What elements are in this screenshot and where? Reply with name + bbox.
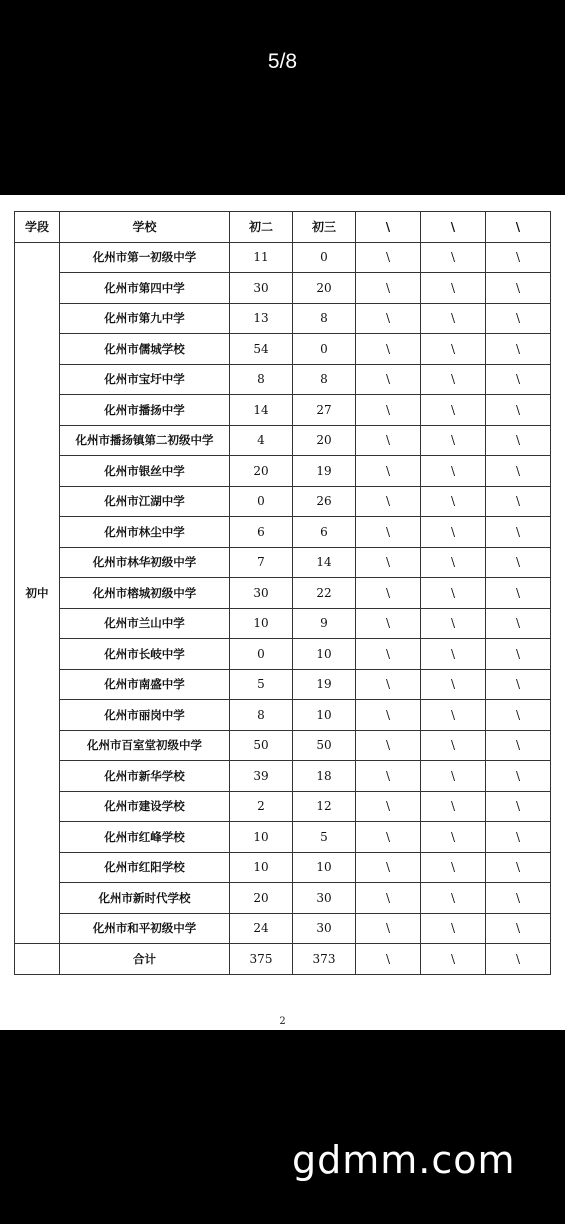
- table-row: [15, 700, 551, 731]
- grade3-count: 9: [293, 608, 356, 639]
- slash-cell: \: [356, 334, 421, 365]
- grade3-count: 20: [293, 273, 356, 304]
- grade2-count: 8: [230, 700, 293, 731]
- grade2-count: 20: [230, 883, 293, 914]
- school-name: 化州市新华学校: [60, 761, 230, 792]
- slash-cell: \: [421, 456, 486, 487]
- grade3-count: 8: [293, 364, 356, 395]
- slash-cell: \: [486, 425, 551, 456]
- table-row: [15, 669, 551, 700]
- grade2-count: 10: [230, 852, 293, 883]
- slash-cell: \: [421, 273, 486, 304]
- header-grade3: 初三: [293, 212, 356, 243]
- table-row: [15, 456, 551, 487]
- school-name: 化州市第一初级中学: [60, 242, 230, 273]
- grade3-count: 12: [293, 791, 356, 822]
- slash-cell: \: [356, 547, 421, 578]
- table-row: [15, 273, 551, 304]
- table-header-row: [15, 212, 551, 243]
- slash-cell: \: [486, 486, 551, 517]
- school-name: 化州市第四中学: [60, 273, 230, 304]
- table-row: [15, 425, 551, 456]
- grade3-count: 10: [293, 700, 356, 731]
- slash-cell: \: [421, 395, 486, 426]
- slash-cell: \: [421, 700, 486, 731]
- total-grade2: 375: [230, 944, 293, 975]
- grade3-count: 30: [293, 883, 356, 914]
- slash-cell: \: [486, 608, 551, 639]
- school-name: 化州市丽岗中学: [60, 700, 230, 731]
- page-counter: 5/8: [267, 50, 298, 73]
- slash-cell: \: [421, 517, 486, 548]
- grade3-count: 10: [293, 852, 356, 883]
- slash-cell: \: [486, 242, 551, 273]
- slash-cell: \: [486, 456, 551, 487]
- slash-cell: \: [486, 547, 551, 578]
- table-row: [15, 608, 551, 639]
- grade2-count: 10: [230, 608, 293, 639]
- slash-cell: \: [486, 639, 551, 670]
- grade3-count: 22: [293, 578, 356, 609]
- grade2-count: 30: [230, 273, 293, 304]
- slash-cell: \: [421, 822, 486, 853]
- slash-cell: \: [356, 242, 421, 273]
- table-row: [15, 578, 551, 609]
- school-name: 化州市银丝中学: [60, 456, 230, 487]
- slash-cell: \: [486, 700, 551, 731]
- grade2-count: 8: [230, 364, 293, 395]
- grade2-count: 0: [230, 639, 293, 670]
- grade2-count: 39: [230, 761, 293, 792]
- slash-cell: \: [421, 608, 486, 639]
- slash-cell: \: [421, 639, 486, 670]
- grade2-count: 0: [230, 486, 293, 517]
- school-name: 化州市播扬中学: [60, 395, 230, 426]
- school-name: 化州市百室堂初级中学: [60, 730, 230, 761]
- slash-cell: \: [486, 761, 551, 792]
- grade2-count: 24: [230, 913, 293, 944]
- slash-cell: \: [356, 791, 421, 822]
- grade2-count: 13: [230, 303, 293, 334]
- school-name: 化州市长岐中学: [60, 639, 230, 670]
- grade3-count: 14: [293, 547, 356, 578]
- school-name: 化州市兰山中学: [60, 608, 230, 639]
- slash-cell: \: [421, 852, 486, 883]
- slash-cell: \: [486, 730, 551, 761]
- total-empty-cell: [15, 944, 60, 975]
- slash-cell: \: [421, 730, 486, 761]
- grade3-count: 0: [293, 242, 356, 273]
- grade2-count: 2: [230, 791, 293, 822]
- slash-cell: \: [356, 852, 421, 883]
- school-name: 化州市和平初级中学: [60, 913, 230, 944]
- slash-cell: \: [486, 364, 551, 395]
- grade2-count: 30: [230, 578, 293, 609]
- slash-cell: \: [356, 517, 421, 548]
- grade2-count: 10: [230, 822, 293, 853]
- slash-cell: \: [486, 852, 551, 883]
- watermark: gdmm.com: [292, 1138, 516, 1182]
- slash-cell: \: [356, 486, 421, 517]
- school-name: 化州市第九中学: [60, 303, 230, 334]
- total-grade3: 373: [293, 944, 356, 975]
- slash-cell: \: [421, 486, 486, 517]
- slash-cell: \: [486, 791, 551, 822]
- slash-cell: \: [356, 761, 421, 792]
- grade3-count: 6: [293, 517, 356, 548]
- grade3-count: 8: [293, 303, 356, 334]
- page-number: 2: [279, 1016, 286, 1027]
- slash-cell: \: [356, 456, 421, 487]
- slash-cell: \: [421, 578, 486, 609]
- school-name: 化州市建设学校: [60, 791, 230, 822]
- total-label: 合计: [60, 944, 230, 975]
- school-name: 化州市新时代学校: [60, 883, 230, 914]
- header-school: 学校: [60, 212, 230, 243]
- slash-cell: \: [356, 913, 421, 944]
- header-slash: \: [421, 212, 486, 243]
- slash-cell: \: [421, 364, 486, 395]
- grade2-count: 20: [230, 456, 293, 487]
- school-name: 化州市江湖中学: [60, 486, 230, 517]
- slash-cell: \: [486, 883, 551, 914]
- grade3-count: 0: [293, 334, 356, 365]
- slash-cell: \: [486, 913, 551, 944]
- grade3-count: 27: [293, 395, 356, 426]
- slash-cell: \: [356, 730, 421, 761]
- table-row: [15, 395, 551, 426]
- school-name: 化州市红峰学校: [60, 822, 230, 853]
- grade3-count: 10: [293, 639, 356, 670]
- grade3-count: 20: [293, 425, 356, 456]
- school-name: 化州市播扬镇第二初级中学: [60, 425, 230, 456]
- slash-cell: \: [356, 669, 421, 700]
- slash-cell: \: [356, 273, 421, 304]
- grade2-count: 5: [230, 669, 293, 700]
- slash-cell: \: [486, 303, 551, 334]
- slash-cell: \: [421, 547, 486, 578]
- school-name: 化州市林尘中学: [60, 517, 230, 548]
- stage-cell: 初中: [15, 242, 60, 944]
- header-slash: \: [486, 212, 551, 243]
- slash-cell: \: [421, 883, 486, 914]
- document-page: [0, 195, 565, 1030]
- total-row: [15, 944, 551, 975]
- slash-cell: \: [486, 669, 551, 700]
- slash-cell: \: [421, 913, 486, 944]
- grade2-count: 4: [230, 425, 293, 456]
- slash-cell: \: [421, 669, 486, 700]
- table-row: [15, 364, 551, 395]
- slash-cell: \: [356, 364, 421, 395]
- slash-cell: \: [356, 822, 421, 853]
- table-row: [15, 242, 551, 273]
- slash-cell: \: [486, 395, 551, 426]
- school-name: 化州市南盛中学: [60, 669, 230, 700]
- slash-cell: \: [356, 608, 421, 639]
- slash-cell: \: [356, 303, 421, 334]
- slash-cell: \: [421, 761, 486, 792]
- grade2-count: 50: [230, 730, 293, 761]
- school-name: 化州市宝圩中学: [60, 364, 230, 395]
- grade2-count: 14: [230, 395, 293, 426]
- slash-cell: \: [421, 425, 486, 456]
- school-table: [14, 211, 551, 975]
- slash-cell: \: [421, 242, 486, 273]
- school-name: 化州市红阳学校: [60, 852, 230, 883]
- table-row: [15, 761, 551, 792]
- slash-cell: \: [421, 303, 486, 334]
- slash-cell: \: [486, 517, 551, 548]
- slash-cell: \: [356, 883, 421, 914]
- table-row: [15, 334, 551, 365]
- slash-cell: \: [356, 639, 421, 670]
- slash-cell: \: [356, 700, 421, 731]
- slash-cell: \: [486, 578, 551, 609]
- table-row: [15, 791, 551, 822]
- table-row: [15, 303, 551, 334]
- slash-cell: \: [486, 944, 551, 975]
- table-row: [15, 822, 551, 853]
- slash-cell: \: [356, 578, 421, 609]
- school-name: 化州市林华初级中学: [60, 547, 230, 578]
- grade2-count: 7: [230, 547, 293, 578]
- slash-cell: \: [421, 791, 486, 822]
- slash-cell: \: [356, 425, 421, 456]
- grade2-count: 6: [230, 517, 293, 548]
- table-body: [15, 242, 551, 974]
- table-row: [15, 517, 551, 548]
- grade3-count: 50: [293, 730, 356, 761]
- grade3-count: 18: [293, 761, 356, 792]
- table-row: [15, 486, 551, 517]
- header-grade2: 初二: [230, 212, 293, 243]
- grade3-count: 5: [293, 822, 356, 853]
- table-row: [15, 547, 551, 578]
- grade3-count: 26: [293, 486, 356, 517]
- grade3-count: 30: [293, 913, 356, 944]
- table-row: [15, 639, 551, 670]
- slash-cell: \: [356, 944, 421, 975]
- table-row: [15, 883, 551, 914]
- slash-cell: \: [421, 334, 486, 365]
- header-stage: 学段: [15, 212, 60, 243]
- grade3-count: 19: [293, 669, 356, 700]
- grade2-count: 54: [230, 334, 293, 365]
- slash-cell: \: [486, 822, 551, 853]
- slash-cell: \: [421, 944, 486, 975]
- slash-cell: \: [486, 273, 551, 304]
- grade3-count: 19: [293, 456, 356, 487]
- table-row: [15, 730, 551, 761]
- school-name: 化州市儒城学校: [60, 334, 230, 365]
- slash-cell: \: [356, 395, 421, 426]
- table-row: [15, 852, 551, 883]
- slash-cell: \: [486, 334, 551, 365]
- school-name: 化州市榕城初级中学: [60, 578, 230, 609]
- header-slash: \: [356, 212, 421, 243]
- table-row: [15, 913, 551, 944]
- grade2-count: 11: [230, 242, 293, 273]
